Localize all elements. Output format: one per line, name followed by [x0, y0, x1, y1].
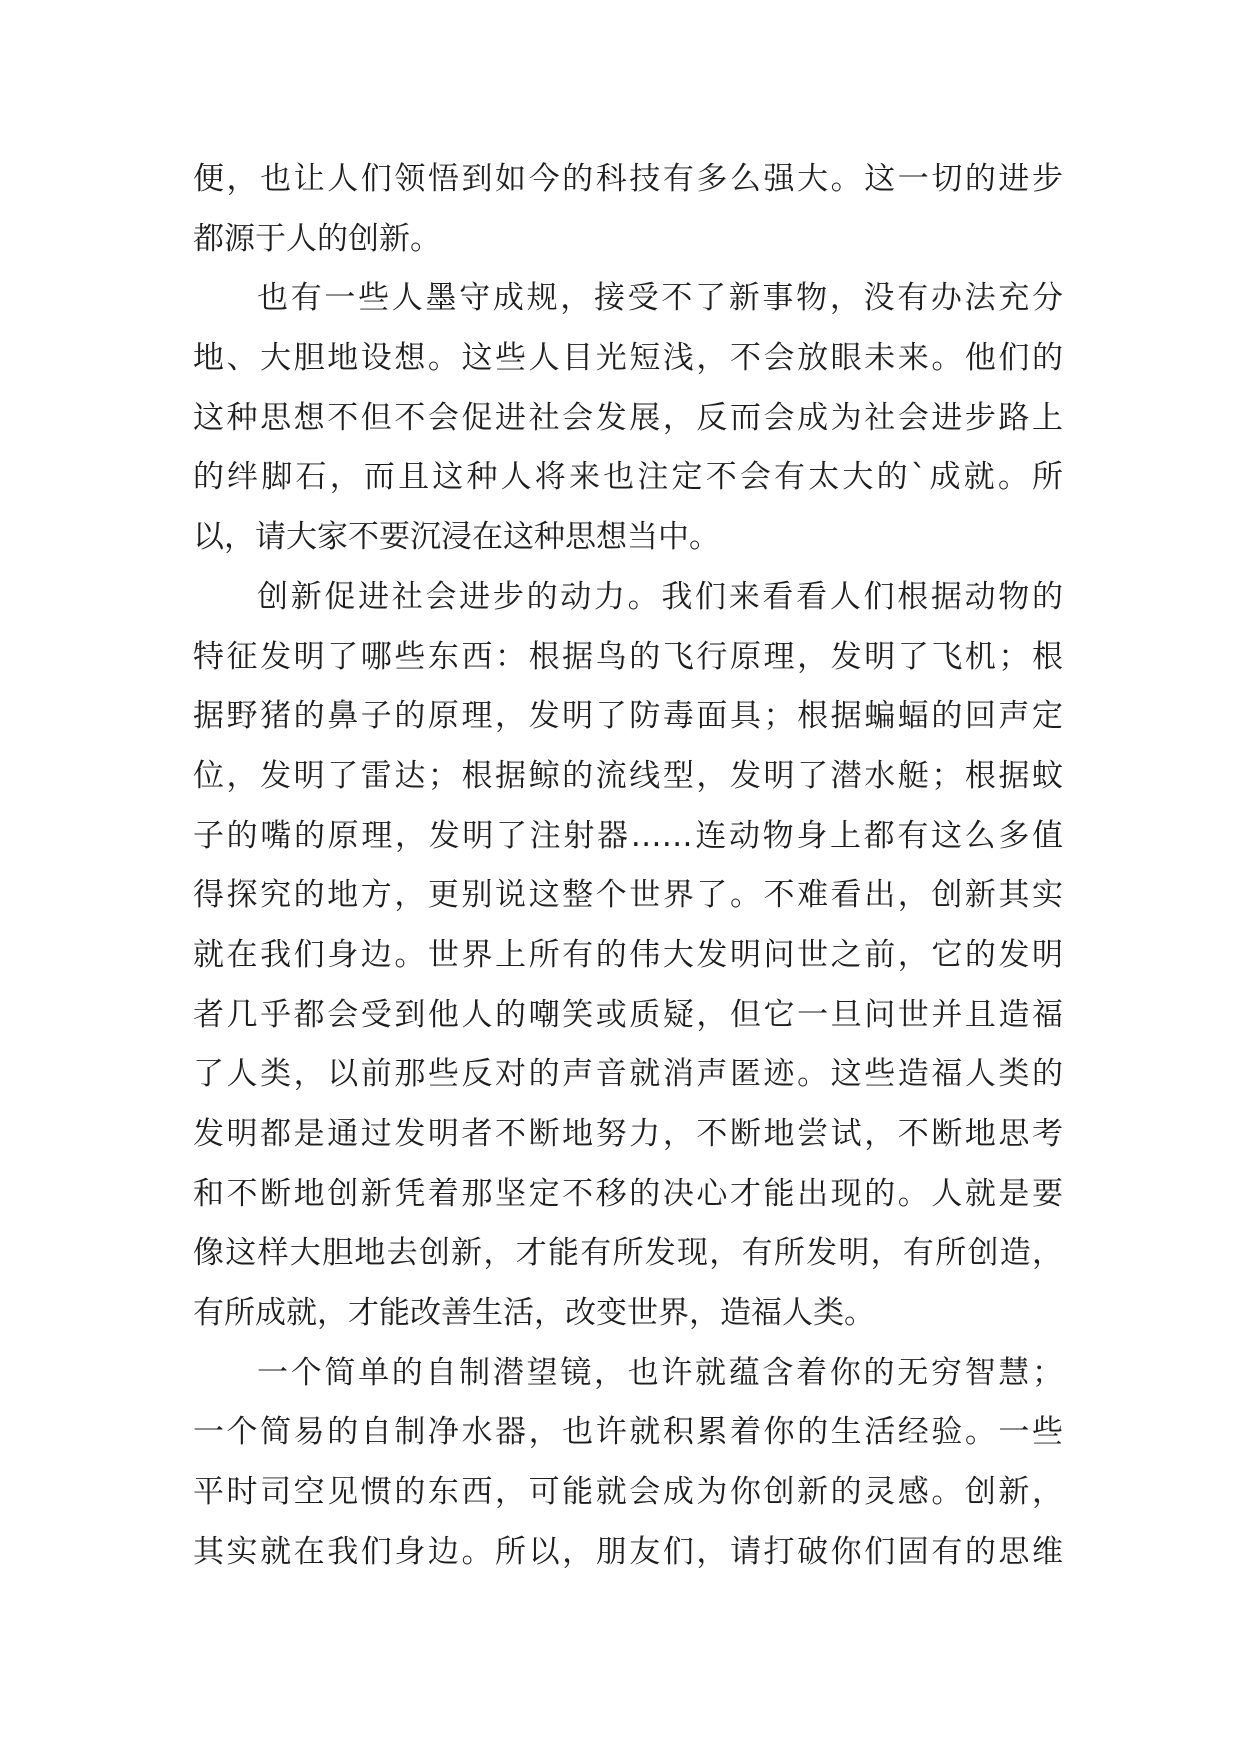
text-line: 有所成就，才能改善生活，改变世界，造福人类。 — [193, 1295, 875, 1332]
text-line: 平时司空见惯的东西，可能就会成为你创新的灵感。创新， — [193, 1474, 1063, 1511]
text-line: 的绊脚石，而且这种人将来也注定不会有太大的`成就。所 — [193, 459, 1063, 496]
text-line: 都源于人的创新。 — [193, 220, 441, 257]
text-line: 了人类，以前那些反对的声音就消声匿迹。这些造福人类的 — [193, 1056, 1063, 1093]
text-line: 就在我们身边。世界上所有的伟大发明问世之前，它的发明 — [193, 936, 1063, 973]
text-line: 一个简易的自制净水器，也许就积累着你的生活经验。一些 — [193, 1414, 1063, 1451]
document-body — [193, 150, 1063, 1583]
text-line: 便，也让人们领悟到如今的科技有多么强大。这一切的进步 — [193, 161, 1063, 197]
text-line: 这种思想不但不会促进社会发展，反而会成为社会进步路上 — [193, 399, 1063, 436]
text-line: 地、大胆地设想。这些人目光短浅，不会放眼未来。他们的 — [193, 340, 1063, 377]
text-line: 也有一些人墨守成规，接受不了新事物，没有办法充分 — [257, 280, 1063, 317]
text-line: 一个简单的自制潜望镜，也许就蕴含着你的无穷智慧； — [257, 1354, 1063, 1391]
text-line: 以，请大家不要沉浸在这种思想当中。 — [193, 519, 720, 556]
text-line: 者几乎都会受到他人的嘲笑或质疑，但它一旦问世并且造福 — [193, 996, 1063, 1033]
text-line: 像这样大胆地去创新，才能有所发现，有所发明，有所创造， — [193, 1235, 1063, 1272]
text-line: 创新促进社会进步的动力。我们来看看人们根据动物的 — [257, 578, 1063, 615]
text-line: 其实就在我们身边。所以，朋友们，请打破你们固有的思维 — [193, 1533, 1063, 1570]
text-line: 特征发明了哪些东西：根据鸟的飞行原理，发明了飞机；根 — [193, 638, 1063, 675]
text-line: 得探究的地方，更别说这整个世界了。不难看出，创新其实 — [193, 877, 1063, 914]
text-line: 位，发明了雷达；根据鲸的流线型，发明了潜水艇；根据蚊 — [193, 757, 1063, 794]
text-line: 子的嘴的原理，发明了注射器……连动物身上都有这么多值 — [193, 817, 1063, 854]
text-line: 和不断地创新凭着那坚定不移的决心才能出现的。人就是要 — [193, 1175, 1063, 1212]
text-line: 发明都是通过发明者不断地努力，不断地尝试，不断地思考 — [193, 1116, 1063, 1152]
text-line: 据野猪的鼻子的原理，发明了防毒面具；根据蝙蝠的回声定 — [193, 698, 1063, 735]
